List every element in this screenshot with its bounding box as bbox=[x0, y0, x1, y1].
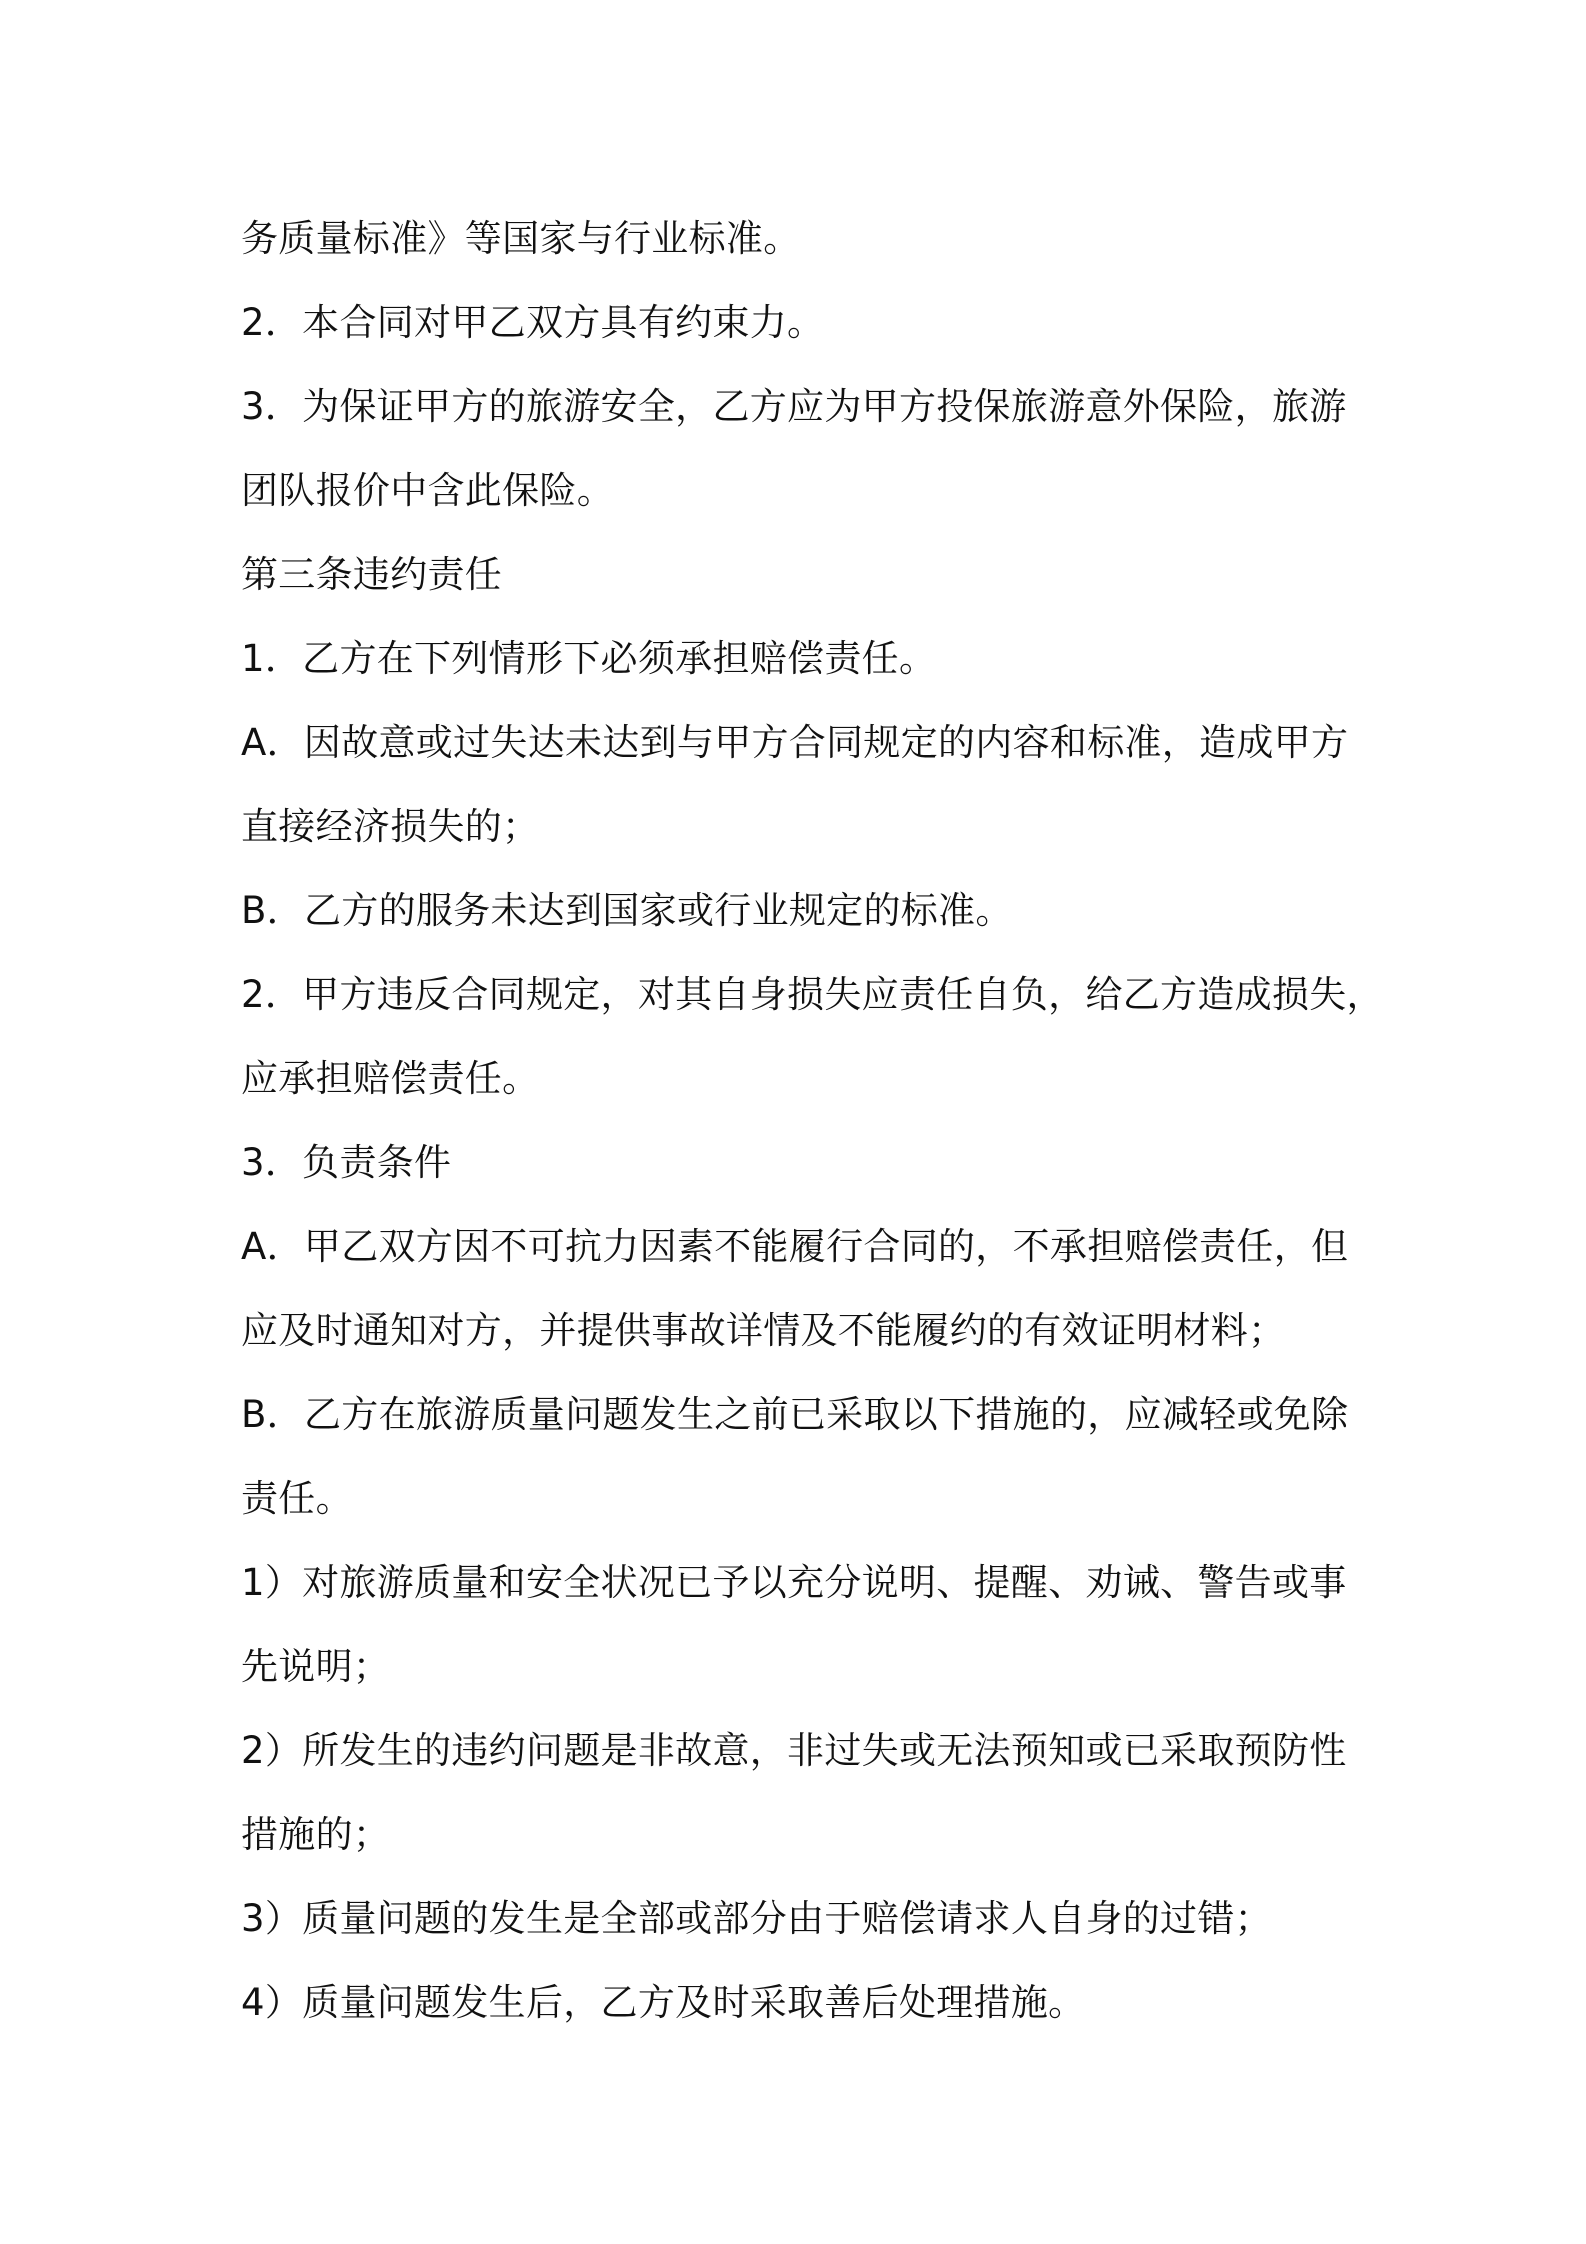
text-line: 4）质量问题发生后，乙方及时采取善后处理措施。 bbox=[241, 1981, 1086, 2024]
text-line: 2）所发生的违约问题是非故意，非过失或无法预知或已采取预防性 bbox=[241, 1729, 1347, 1772]
text-line: 直接经济损失的； bbox=[241, 805, 540, 848]
text-line: 1．乙方在下列情形下必须承担赔偿责任。 bbox=[241, 637, 937, 680]
text-line: 措施的； bbox=[241, 1813, 391, 1856]
text-line: 2．甲方违反合同规定，对其自身损失应责任自负，给乙方造成损失， bbox=[241, 973, 1384, 1016]
text-line: 责任。 bbox=[241, 1477, 353, 1520]
text-line: 1）对旅游质量和安全状况已予以充分说明、提醒、劝诫、警告或事 bbox=[241, 1561, 1347, 1604]
text-line: 3．负责条件 bbox=[241, 1141, 452, 1184]
text-line: 应及时通知对方，并提供事故详情及不能履约的有效证明材料； bbox=[241, 1309, 1286, 1352]
text-line: 3．为保证甲方的旅游安全，乙方应为甲方投保旅游意外保险，旅游 bbox=[241, 385, 1347, 428]
section-heading: 第三条违约责任 bbox=[241, 553, 503, 596]
text-line: 3）质量问题的发生是全部或部分由于赔偿请求人自身的过错； bbox=[241, 1897, 1272, 1940]
document-body bbox=[241, 197, 1384, 2045]
text-line: 团队报价中含此保险。 bbox=[241, 469, 614, 512]
text-line: B．乙方的服务未达到国家或行业规定的标准。 bbox=[241, 889, 1013, 932]
text-line: B．乙方在旅游质量问题发生之前已采取以下措施的，应减轻或免除 bbox=[241, 1393, 1349, 1436]
text-line: 2．本合同对甲乙双方具有约束力。 bbox=[241, 301, 825, 344]
text-line: 应承担赔偿责任。 bbox=[241, 1057, 540, 1100]
text-line: 务质量标准》等国家与行业标准。 bbox=[241, 217, 801, 260]
text-line: A．甲乙双方因不可抗力因素不能履行合同的，不承担赔偿责任，但 bbox=[241, 1225, 1349, 1268]
text-line: 先说明； bbox=[241, 1645, 391, 1688]
text-line: A．因故意或过失达未达到与甲方合同规定的内容和标准，造成甲方 bbox=[241, 721, 1349, 764]
